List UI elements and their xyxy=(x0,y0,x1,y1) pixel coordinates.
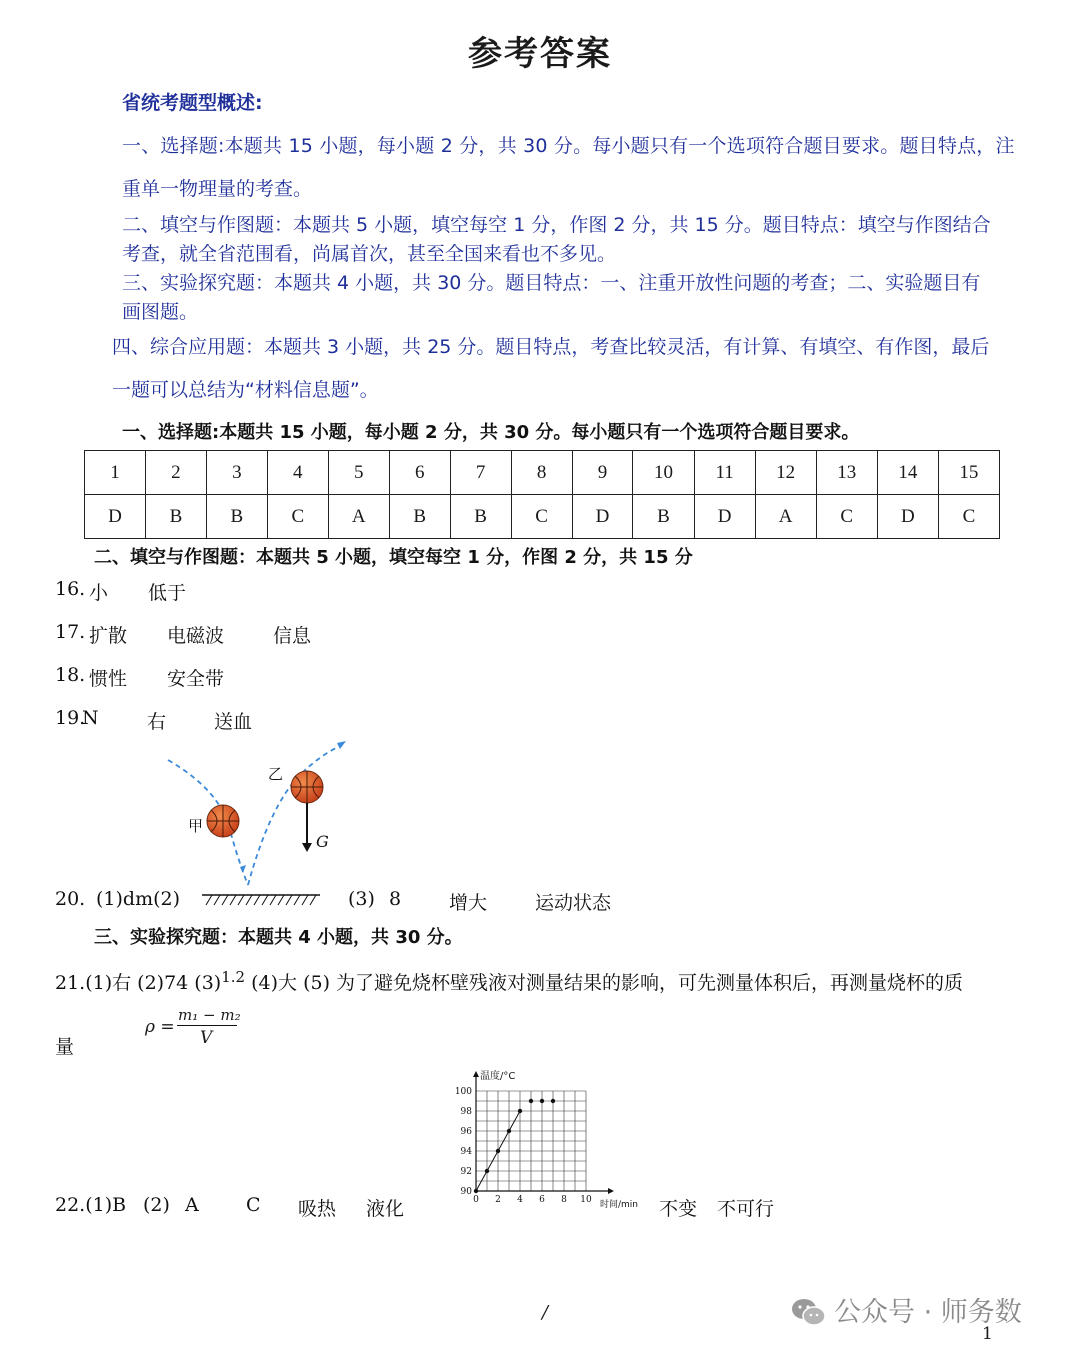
overview-heading: 省统考题型概述: xyxy=(122,92,263,114)
overview-line: 一、选择题:本题共 15 小题，每小题 2 分，共 30 分。每小题只有一个选项符合题目要求。题目特点，注 xyxy=(122,135,1015,157)
arrow-icon xyxy=(240,865,246,873)
answer-text: 安全带 xyxy=(167,668,225,690)
answer-text: 信息 xyxy=(273,625,312,647)
answer-text: (3) xyxy=(348,888,375,910)
y-tick-label: 90 xyxy=(460,1187,472,1197)
y-tick-label: 96 xyxy=(460,1127,472,1137)
answer-text: 送血 xyxy=(214,711,253,733)
answer-text: 8 xyxy=(389,888,402,910)
data-point xyxy=(529,1099,533,1103)
table-cell: 11 xyxy=(694,451,755,495)
table-cell: 7 xyxy=(450,451,511,495)
ground-hatch xyxy=(202,893,320,907)
basketball-figure xyxy=(160,735,360,895)
table-cell: 10 xyxy=(633,451,694,495)
overview-line: 考查，就全省范围看，尚属首次，甚至全国来看也不多见。 xyxy=(122,243,617,265)
answer-text: 液化 xyxy=(366,1198,405,1220)
q20-number: 20. xyxy=(55,888,86,910)
data-point xyxy=(540,1099,544,1103)
answer-text: N xyxy=(82,707,99,729)
section1-heading: 一、选择题:本题共 15 小题，每小题 2 分，共 30 分。每小题只有一个选项符合题目要求。 xyxy=(122,422,860,443)
answer-text: 小 xyxy=(89,582,109,604)
data-point xyxy=(518,1109,522,1113)
table-cell: 1 xyxy=(85,451,146,495)
q16-number: 16. xyxy=(55,578,86,600)
data-point xyxy=(474,1189,478,1193)
chart-ylabel: 温度/°C xyxy=(480,1071,516,1082)
overview-line: 重单一物理量的考查。 xyxy=(122,178,313,200)
q18-number: 18. xyxy=(55,664,86,686)
basketball-icon xyxy=(291,771,323,803)
y-tick-label: 92 xyxy=(460,1167,472,1177)
table-cell: D xyxy=(85,495,146,539)
overview-line: 画图题。 xyxy=(122,301,199,323)
answer-text: 增大 xyxy=(449,892,488,914)
table-cell: C xyxy=(267,495,328,539)
y-tick-label: 98 xyxy=(460,1107,472,1117)
table-cell: 6 xyxy=(389,451,450,495)
page-number: 1 xyxy=(982,1324,993,1344)
answer-superscript: 1.2 xyxy=(221,968,246,986)
page-mark: / xyxy=(542,1302,549,1323)
table-cell: C xyxy=(511,495,572,539)
table-cell: 14 xyxy=(877,451,938,495)
x-tick-label: 10 xyxy=(580,1195,592,1205)
table-cell: 8 xyxy=(511,451,572,495)
table-cell: B xyxy=(450,495,511,539)
table-cell: 13 xyxy=(816,451,877,495)
data-point xyxy=(551,1099,555,1103)
table-cell: A xyxy=(328,495,389,539)
x-tick-label: 0 xyxy=(473,1195,479,1205)
section3-heading: 三、实验探究题：本题共 4 小题，共 30 分。 xyxy=(94,927,463,948)
watermark-text: 公众号 · 师务数 xyxy=(834,1297,1022,1328)
table-cell: 4 xyxy=(267,451,328,495)
arrow-icon xyxy=(608,1188,614,1194)
table-cell: D xyxy=(877,495,938,539)
q21-line xyxy=(55,968,963,995)
chart-xlabel: 时间/min xyxy=(600,1200,639,1210)
answer-text: (1)dm(2) xyxy=(96,888,181,910)
table-cell: D xyxy=(694,495,755,539)
label-yi: 乙 xyxy=(268,765,284,783)
label-g: G xyxy=(316,832,329,851)
table-cell: B xyxy=(206,495,267,539)
table-cell: D xyxy=(572,495,633,539)
q22-number: 22.(1)B xyxy=(55,1194,127,1216)
wechat-icon xyxy=(790,1297,826,1334)
table-cell: 2 xyxy=(145,451,206,495)
answer-text: C xyxy=(246,1194,261,1216)
q19-number: 19. xyxy=(55,707,86,729)
table-cell: 5 xyxy=(328,451,389,495)
answer-text: (2) xyxy=(143,1194,170,1216)
answer-text: 右 xyxy=(147,711,167,733)
table-cell: B xyxy=(389,495,450,539)
answer-text: 电磁波 xyxy=(167,625,225,647)
x-tick-label: 2 xyxy=(495,1195,501,1205)
arrow-icon xyxy=(473,1071,479,1077)
page-title: 参考答案 xyxy=(468,34,612,74)
answer-text: 惯性 xyxy=(89,668,128,690)
answer-text: 21.(1)右 (2)74 (3) xyxy=(55,972,222,994)
table-cell: 9 xyxy=(572,451,633,495)
answer-text: (4)大 (5) 为了避免烧杯壁残液对测量结果的影响，可先测量体积后，再测量烧杯的质 xyxy=(245,972,964,994)
temperature-chart xyxy=(450,1065,650,1215)
table-cell: 15 xyxy=(938,451,999,495)
x-tick-label: 6 xyxy=(539,1195,545,1205)
arrow-icon xyxy=(337,741,346,749)
overview-line: 三、实验探究题：本题共 4 小题，共 30 分。题目特点：一、注重开放性问题的考查；二、实验题目有 xyxy=(122,272,981,294)
data-point xyxy=(496,1149,500,1153)
table-row-answers xyxy=(85,495,1000,539)
table-cell: 12 xyxy=(755,451,816,495)
formula-lhs: ρ = xyxy=(145,1017,175,1037)
table-row-numbers xyxy=(85,451,1000,495)
overview-line: 二、填空与作图题：本题共 5 小题，填空每空 1 分，作图 2 分，共 15 分。题目特点：填空与作图结合 xyxy=(122,214,991,236)
overview-line: 一题可以总结为“材料信息题”。 xyxy=(112,379,379,401)
answer-text: A xyxy=(185,1194,199,1216)
table-cell: C xyxy=(938,495,999,539)
answer-text: 不变 xyxy=(659,1198,698,1220)
answer-text: 低于 xyxy=(148,582,187,604)
label-jia: 甲 xyxy=(188,817,204,835)
q17-number: 17. xyxy=(55,621,86,643)
trajectory-path xyxy=(248,745,342,885)
table-cell: C xyxy=(816,495,877,539)
y-tick-label: 100 xyxy=(454,1087,472,1097)
table-cell: B xyxy=(145,495,206,539)
data-point xyxy=(485,1169,489,1173)
table-cell: B xyxy=(633,495,694,539)
answer-text: 扩散 xyxy=(89,625,128,647)
x-tick-label: 4 xyxy=(517,1195,523,1205)
formula-denominator: V xyxy=(200,1028,213,1048)
data-point xyxy=(507,1129,511,1133)
basketball-icon xyxy=(207,805,239,837)
formula-numerator: m₁ − m₂ xyxy=(178,1006,241,1024)
table-cell: A xyxy=(755,495,816,539)
answer-text: 不可行 xyxy=(717,1198,775,1220)
answer-text: 吸热 xyxy=(298,1198,337,1220)
table-cell: 3 xyxy=(206,451,267,495)
fraction-bar xyxy=(177,1025,237,1026)
arrow-icon xyxy=(302,843,312,852)
section2-heading: 二、填空与作图题：本题共 5 小题，填空每空 1 分，作图 2 分，共 15 分 xyxy=(94,547,693,568)
y-tick-label: 94 xyxy=(460,1147,472,1157)
overview-line: 四、综合应用题：本题共 3 小题，共 25 分。题目特点，考查比较灵活，有计算、有填空、有作图，最后 xyxy=(112,336,990,358)
q21-continuation: 量 xyxy=(55,1036,75,1058)
x-tick-label: 8 xyxy=(561,1195,567,1205)
answer-table xyxy=(84,450,1000,539)
answer-text: 运动状态 xyxy=(535,892,612,914)
